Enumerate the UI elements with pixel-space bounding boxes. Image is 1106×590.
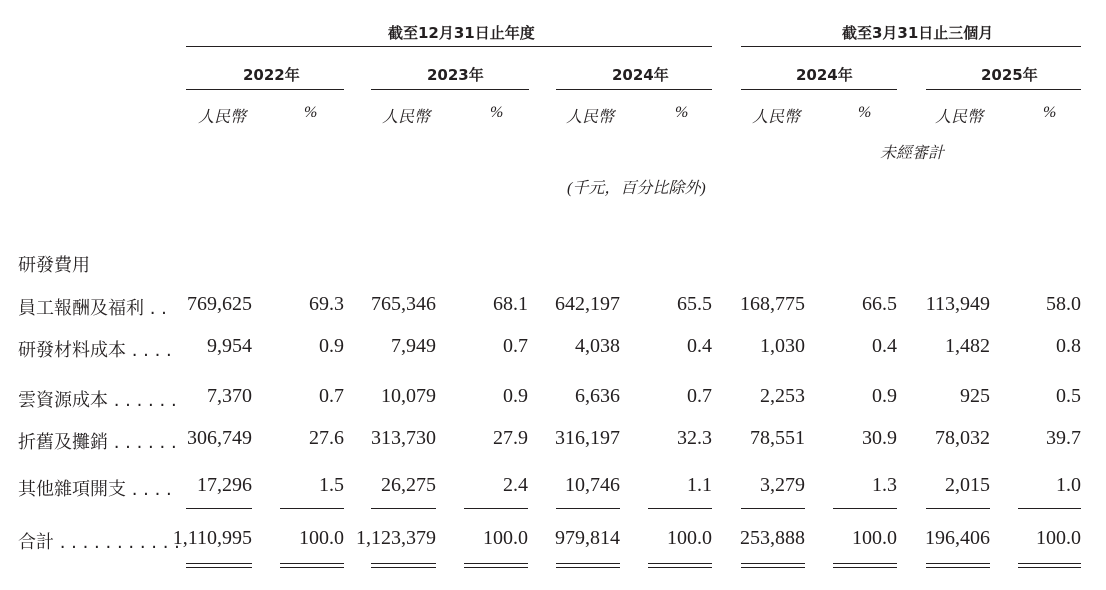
section-title: 研發費用 xyxy=(18,255,90,276)
total-cell: 1,110,995 xyxy=(172,527,252,549)
table-cell: 27.6 xyxy=(309,427,344,449)
total-double-rule xyxy=(556,567,620,568)
col-label-percent: % xyxy=(675,104,689,121)
total-double-rule xyxy=(1018,563,1081,564)
total-cell: 1,123,379 xyxy=(356,527,436,549)
year-header-2024: 2024年 xyxy=(612,66,669,84)
total-double-rule xyxy=(371,563,436,564)
col-label-currency: 人民幣 xyxy=(935,109,984,126)
table-cell: 7,370 xyxy=(207,385,252,407)
col-label-currency: 人民幣 xyxy=(382,109,431,126)
row-label: 研發材料成本 . . . . xyxy=(18,340,172,361)
total-cell: 100.0 xyxy=(852,527,897,549)
table-cell: 0.8 xyxy=(1056,335,1081,357)
total-double-rule xyxy=(833,563,897,564)
table-cell: 0.9 xyxy=(503,385,528,407)
total-double-rule xyxy=(926,567,990,568)
group-rule-quarterly xyxy=(741,46,1081,47)
total-cell: 100.0 xyxy=(483,527,528,549)
total-double-rule xyxy=(741,563,805,564)
table-cell: 113,949 xyxy=(925,293,990,315)
col-label-currency: 人民幣 xyxy=(198,109,247,126)
col-label-percent: % xyxy=(304,104,318,121)
table-cell: 30.9 xyxy=(862,427,897,449)
subtotal-rule xyxy=(648,508,712,509)
total-cell: 253,888 xyxy=(740,527,805,549)
group-rule-annual xyxy=(186,46,712,47)
col-label-percent: % xyxy=(490,104,504,121)
total-double-rule xyxy=(648,567,712,568)
row-label: 折舊及攤銷 . . . . . . xyxy=(18,432,177,453)
total-cell: 100.0 xyxy=(667,527,712,549)
table-cell: 58.0 xyxy=(1046,293,1081,315)
table-cell: 0.7 xyxy=(503,335,528,357)
table-cell: 316,197 xyxy=(555,427,620,449)
subtotal-rule xyxy=(833,508,897,509)
table-cell: 1.5 xyxy=(319,474,344,496)
year-rule xyxy=(741,89,897,90)
table-cell: 69.3 xyxy=(309,293,344,315)
table-cell: 0.4 xyxy=(687,335,712,357)
table-cell: 2,253 xyxy=(760,385,805,407)
table-cell: 65.5 xyxy=(677,293,712,315)
total-double-rule xyxy=(280,563,344,564)
total-cell: 100.0 xyxy=(1036,527,1081,549)
unit-note: (千元，百分比除外) xyxy=(567,180,706,197)
year-rule xyxy=(186,89,344,90)
year-header-2022: 2022年 xyxy=(243,66,300,84)
table-cell: 769,625 xyxy=(187,293,252,315)
table-cell: 168,775 xyxy=(740,293,805,315)
total-double-rule xyxy=(556,563,620,564)
group-header-annual: 截至12月31日止年度 xyxy=(388,24,535,42)
total-row-label: 合計 . . . . . . . . . . . xyxy=(18,532,180,553)
table-cell: 0.7 xyxy=(319,385,344,407)
table-cell: 32.3 xyxy=(677,427,712,449)
table-cell: 1,482 xyxy=(945,335,990,357)
table-cell: 3,279 xyxy=(760,474,805,496)
total-double-rule xyxy=(280,567,344,568)
table-cell: 925 xyxy=(960,385,990,407)
total-cell: 196,406 xyxy=(925,527,990,549)
table-cell: 313,730 xyxy=(371,427,436,449)
col-label-currency: 人民幣 xyxy=(566,109,615,126)
table-cell: 1.1 xyxy=(687,474,712,496)
year-rule xyxy=(371,89,529,90)
table-cell: 27.9 xyxy=(493,427,528,449)
table-cell: 78,032 xyxy=(935,427,990,449)
total-double-rule xyxy=(648,563,712,564)
total-double-rule xyxy=(741,567,805,568)
col-label-percent: % xyxy=(858,104,872,121)
table-cell: 39.7 xyxy=(1046,427,1081,449)
row-label: 雲資源成本 . . . . . . xyxy=(18,390,177,411)
unaudited-note: 未經審計 xyxy=(880,145,945,162)
total-double-rule xyxy=(186,563,252,564)
year-header-2023: 2023年 xyxy=(427,66,484,84)
table-cell: 642,197 xyxy=(555,293,620,315)
total-double-rule xyxy=(186,567,252,568)
total-double-rule xyxy=(464,563,528,564)
total-double-rule xyxy=(371,567,436,568)
subtotal-rule xyxy=(186,508,252,509)
table-cell: 68.1 xyxy=(493,293,528,315)
total-double-rule xyxy=(926,563,990,564)
table-cell: 7,949 xyxy=(391,335,436,357)
subtotal-rule xyxy=(741,508,805,509)
table-cell: 0.9 xyxy=(319,335,344,357)
table-cell: 0.5 xyxy=(1056,385,1081,407)
table-cell: 2.4 xyxy=(503,474,528,496)
table-cell: 0.4 xyxy=(872,335,897,357)
subtotal-rule xyxy=(371,508,436,509)
table-cell: 1,030 xyxy=(760,335,805,357)
table-cell: 66.5 xyxy=(862,293,897,315)
row-label: 員工報酬及福利 . . xyxy=(18,298,167,319)
total-cell: 979,814 xyxy=(555,527,620,549)
table-cell: 765,346 xyxy=(371,293,436,315)
table-cell: 26,275 xyxy=(381,474,436,496)
group-header-quarterly: 截至3月31日止三個月 xyxy=(842,24,994,42)
subtotal-rule xyxy=(926,508,990,509)
table-cell: 10,746 xyxy=(565,474,620,496)
year-header-2025-q1: 2025年 xyxy=(981,66,1038,84)
total-cell: 100.0 xyxy=(299,527,344,549)
col-label-currency: 人民幣 xyxy=(752,109,801,126)
subtotal-rule xyxy=(556,508,620,509)
table-cell: 6,636 xyxy=(575,385,620,407)
table-cell: 78,551 xyxy=(750,427,805,449)
total-double-rule xyxy=(833,567,897,568)
year-rule xyxy=(926,89,1081,90)
subtotal-rule xyxy=(1018,508,1081,509)
col-label-percent: % xyxy=(1043,104,1057,121)
table-cell: 10,079 xyxy=(381,385,436,407)
table-cell: 2,015 xyxy=(945,474,990,496)
row-label: 其他雜項開支 . . . . xyxy=(18,479,172,500)
year-rule xyxy=(556,89,712,90)
table-cell: 0.7 xyxy=(687,385,712,407)
total-double-rule xyxy=(1018,567,1081,568)
table-cell: 306,749 xyxy=(187,427,252,449)
subtotal-rule xyxy=(280,508,344,509)
total-double-rule xyxy=(464,567,528,568)
table-cell: 4,038 xyxy=(575,335,620,357)
table-cell: 1.3 xyxy=(872,474,897,496)
table-cell: 9,954 xyxy=(207,335,252,357)
year-header-2024-q1: 2024年 xyxy=(796,66,853,84)
table-cell: 0.9 xyxy=(872,385,897,407)
table-cell: 1.0 xyxy=(1056,474,1081,496)
table-cell: 17,296 xyxy=(197,474,252,496)
subtotal-rule xyxy=(464,508,528,509)
